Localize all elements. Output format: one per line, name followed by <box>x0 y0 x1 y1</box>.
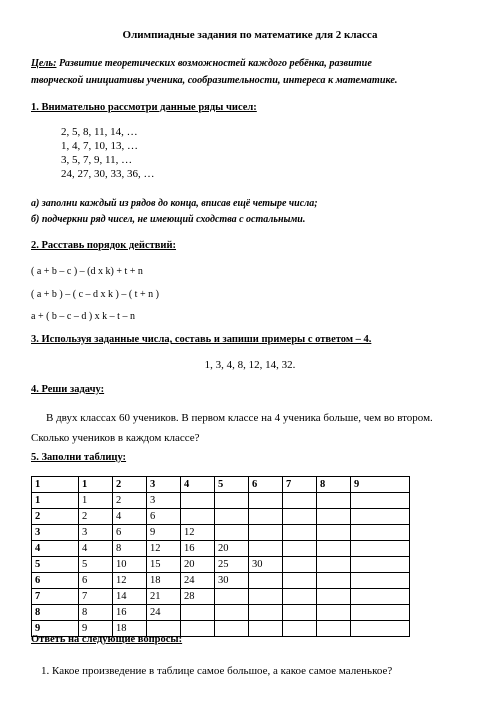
table-cell: 6 <box>249 477 283 493</box>
problem-line-1: В двух классах 60 учеников. В первом классе на 4 ученика больше, чем во втором. <box>46 412 433 424</box>
table-cell <box>249 509 283 525</box>
table-cell: 5 <box>79 557 113 573</box>
goal-line-2: творческой инициативы ученика, сообразительности, интереса к математике. <box>31 75 398 86</box>
table-cell <box>317 557 351 573</box>
table-cell <box>283 557 317 573</box>
table-cell: 8 <box>32 605 79 621</box>
table-cell: 28 <box>181 589 215 605</box>
table-cell: 3 <box>147 477 181 493</box>
table-row <box>32 525 410 541</box>
table-cell: 10 <box>113 557 147 573</box>
table-cell <box>351 493 410 509</box>
table-cell: 15 <box>147 557 181 573</box>
table-cell: 6 <box>113 525 147 541</box>
table-cell <box>249 621 283 637</box>
table-cell <box>317 493 351 509</box>
table-cell: 9 <box>79 621 113 637</box>
table-cell: 6 <box>79 573 113 589</box>
given-numbers: 1, 3, 4, 8, 12, 14, 32. <box>204 359 296 371</box>
table-cell: 4 <box>79 541 113 557</box>
table-cell: 4 <box>181 477 215 493</box>
table-cell: 30 <box>249 557 283 573</box>
table-cell: 18 <box>147 573 181 589</box>
table-cell <box>283 509 317 525</box>
table-cell <box>249 541 283 557</box>
table-cell: 14 <box>113 589 147 605</box>
table-cell: 4 <box>32 541 79 557</box>
table-cell <box>181 605 215 621</box>
table-cell: 1 <box>32 477 79 493</box>
table-cell <box>215 621 249 637</box>
problem-line-2: Сколько учеников в каждом классе? <box>31 432 200 444</box>
task-b: б) подчеркни ряд чисел, не имеющий сходства с остальными. <box>31 214 306 225</box>
table-cell <box>283 541 317 557</box>
number-row: 3, 5, 7, 9, 11, … <box>61 154 133 166</box>
table-cell: 6 <box>147 509 181 525</box>
table-cell <box>181 493 215 509</box>
goal-label: Цель: <box>31 58 57 69</box>
table-cell <box>351 605 410 621</box>
section-4-heading: 4. Реши задачу: <box>31 384 105 395</box>
question-1: 1. Какое произведение в таблице самое большое, а какое самое маленькое? <box>41 665 393 677</box>
section-5-heading: 5. Заполни таблицу: <box>31 452 127 463</box>
table-cell <box>181 509 215 525</box>
table-cell <box>317 525 351 541</box>
table-cell: 3 <box>32 525 79 541</box>
table-cell <box>317 573 351 589</box>
table-cell: 12 <box>113 573 147 589</box>
table-row <box>32 493 410 509</box>
table-cell <box>215 605 249 621</box>
table-cell: 24 <box>147 605 181 621</box>
table-cell <box>215 493 249 509</box>
table-cell <box>317 621 351 637</box>
table-cell <box>215 509 249 525</box>
table-cell: 2 <box>32 509 79 525</box>
number-rows <box>61 125 155 181</box>
table-cell <box>249 589 283 605</box>
number-row: 24, 27, 30, 33, 36, … <box>61 168 155 180</box>
table-cell: 2 <box>113 493 147 509</box>
table-cell: 1 <box>79 477 113 493</box>
table-cell <box>351 573 410 589</box>
table-cell: 20 <box>215 541 249 557</box>
multiplication-table <box>31 476 410 637</box>
table-cell: 7 <box>283 477 317 493</box>
table-cell <box>215 589 249 605</box>
table-row <box>32 477 410 493</box>
expression: ( a + b ) – ( c – d x k ) – ( t + n ) <box>31 289 159 300</box>
table-row <box>32 605 410 621</box>
table-cell: 3 <box>79 525 113 541</box>
table-cell <box>317 509 351 525</box>
table-cell <box>249 525 283 541</box>
table-cell <box>351 509 410 525</box>
table-cell <box>249 605 283 621</box>
table-cell <box>283 573 317 589</box>
table-cell: 8 <box>317 477 351 493</box>
table-row <box>32 557 410 573</box>
table-cell <box>215 525 249 541</box>
goal-paragraph <box>31 55 397 89</box>
goal-line-1: Развитие теоретических возможностей каждого ребёнка, развитие <box>56 58 372 69</box>
table-cell: 24 <box>181 573 215 589</box>
table-row <box>32 541 410 557</box>
section-1-tasks <box>31 196 318 228</box>
table-cell: 21 <box>147 589 181 605</box>
number-row: 1, 4, 7, 10, 13, … <box>61 140 138 152</box>
table-cell: 1 <box>79 493 113 509</box>
table-cell: 4 <box>113 509 147 525</box>
table-cell <box>351 621 410 637</box>
table-cell: 9 <box>147 525 181 541</box>
table-cell: 9 <box>32 621 79 637</box>
table-cell: 8 <box>79 605 113 621</box>
questions-heading: Ответь на следующие вопросы: <box>31 634 183 645</box>
table-cell <box>283 589 317 605</box>
number-row: 2, 5, 8, 11, 14, … <box>61 126 138 138</box>
table-cell: 8 <box>113 541 147 557</box>
table-cell: 7 <box>79 589 113 605</box>
table-cell: 6 <box>32 573 79 589</box>
expression: a + ( b – c – d ) x k – t – n <box>31 311 135 322</box>
table-cell: 9 <box>351 477 410 493</box>
table-cell <box>283 621 317 637</box>
table-cell: 2 <box>79 509 113 525</box>
table-cell <box>317 589 351 605</box>
table-cell <box>283 525 317 541</box>
table-cell: 30 <box>215 573 249 589</box>
table-cell <box>249 493 283 509</box>
table-cell <box>317 541 351 557</box>
table-cell <box>283 605 317 621</box>
table-cell: 16 <box>113 605 147 621</box>
table-cell <box>351 557 410 573</box>
table-cell <box>181 621 215 637</box>
table-cell: 16 <box>181 541 215 557</box>
table-cell: 5 <box>32 557 79 573</box>
section-3-heading: 3. Используя заданные числа, составь и запиши примеры с ответом – 4. <box>31 334 372 345</box>
table-cell: 2 <box>113 477 147 493</box>
section-1-heading: 1. Внимательно рассмотри данные ряды чисел: <box>31 102 257 113</box>
table-cell: 18 <box>113 621 147 637</box>
word-problem <box>31 408 471 448</box>
table-cell <box>283 493 317 509</box>
table-cell: 20 <box>181 557 215 573</box>
table-row <box>32 509 410 525</box>
table-cell: 12 <box>147 541 181 557</box>
table-cell: 12 <box>181 525 215 541</box>
table-row <box>32 589 410 605</box>
table-cell: 3 <box>147 493 181 509</box>
task-a: а) заполни каждый из рядов до конца, вписав ещё четыре числа; <box>31 198 318 209</box>
table-cell <box>351 541 410 557</box>
table-cell: 25 <box>215 557 249 573</box>
table-cell: 5 <box>215 477 249 493</box>
table-row <box>32 573 410 589</box>
table-cell: 7 <box>32 589 79 605</box>
expression: ( a + b – c ) – (d x k) + t + n <box>31 266 143 277</box>
page-title: Олимпиадные задания по математике для 2 класса <box>122 29 378 41</box>
table-cell: 1 <box>32 493 79 509</box>
table-cell <box>351 589 410 605</box>
table-cell <box>351 525 410 541</box>
section-2-heading: 2. Расставь порядок действий: <box>31 240 177 251</box>
table-cell <box>249 573 283 589</box>
table-cell <box>317 605 351 621</box>
